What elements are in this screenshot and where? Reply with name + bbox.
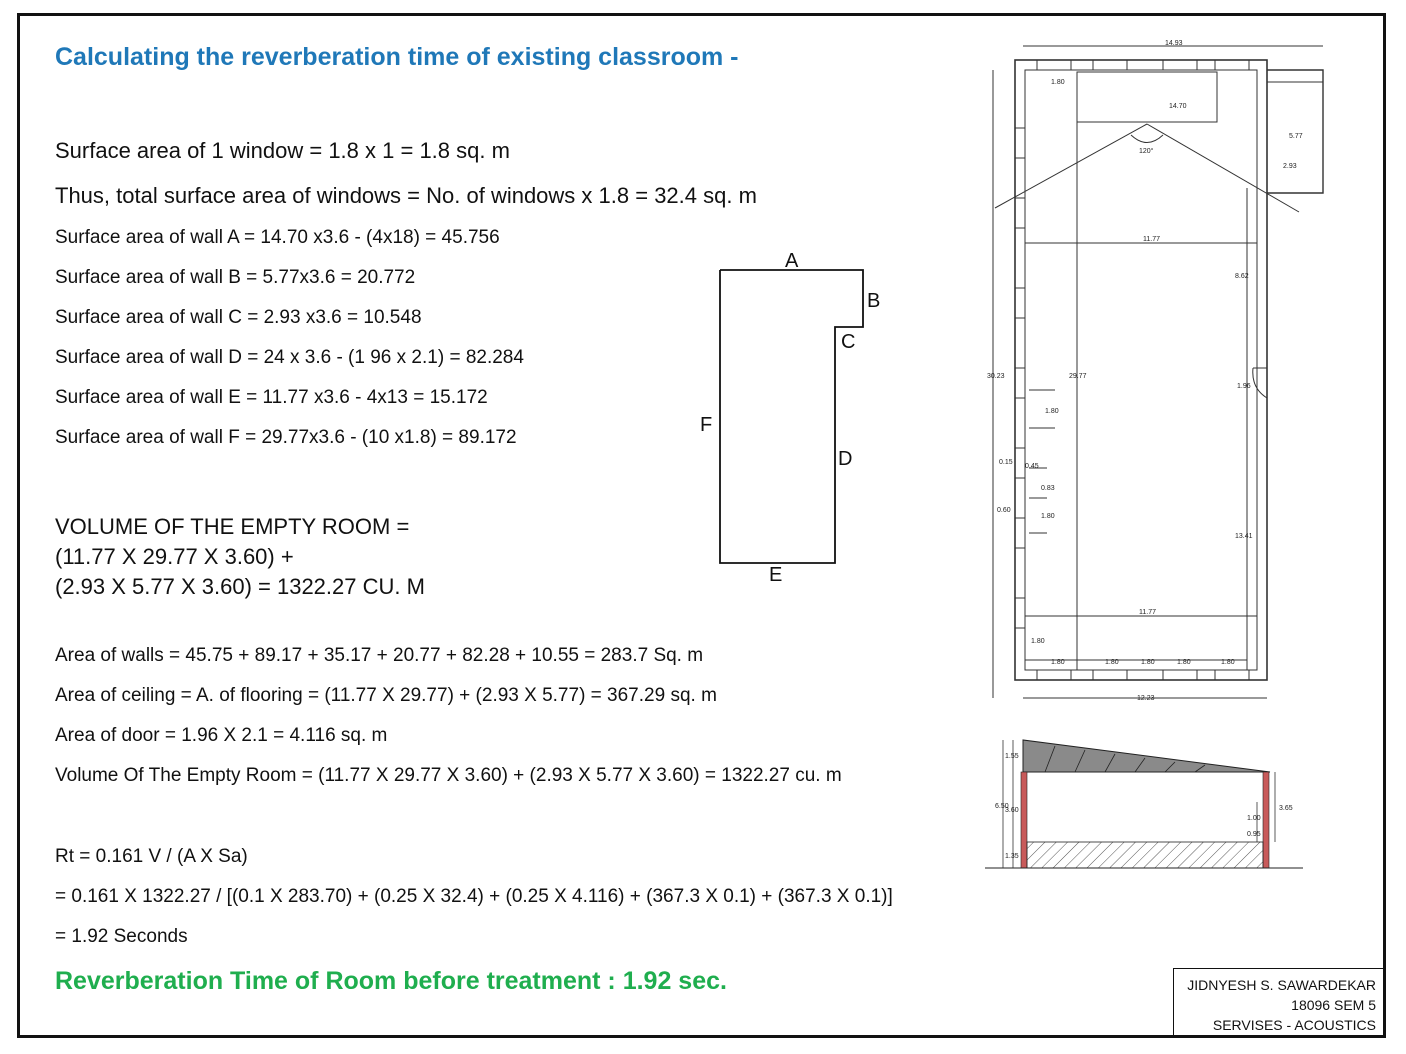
wall-outline xyxy=(720,270,863,563)
credit-subject: SERVISES - ACOUSTICS xyxy=(1212,1017,1376,1033)
wall-c-line: Surface area of wall C = 2.93 x3.6 = 10.548 xyxy=(55,307,422,328)
wall-b-line: Surface area of wall B = 5.77x3.6 = 20.772 xyxy=(55,267,416,288)
dim-d4: 0.60 xyxy=(997,507,1011,514)
section-sill-2: 0.95 xyxy=(1247,831,1261,838)
dim-d5: 1.80 xyxy=(1041,513,1055,520)
section-right-height: 3.65 xyxy=(1279,805,1293,812)
dim-d2: 0.45 xyxy=(1025,463,1039,470)
volume-block xyxy=(55,512,425,602)
dim-right-side: 2.93 xyxy=(1283,163,1297,170)
section-sill-1: 1.00 xyxy=(1247,815,1261,822)
dim-inner-top: 14.70 xyxy=(1169,103,1187,110)
credit-box xyxy=(1173,968,1383,1038)
result-heading: Reverberation Time of Room before treatment : 1.92 sec. xyxy=(55,967,727,995)
section-roof-height: 1.55 xyxy=(1005,753,1019,760)
dim-inner-length: 29.77 xyxy=(1069,373,1087,380)
dim-right-upper: 5.77 xyxy=(1289,133,1303,140)
answer-line: = 1.92 Seconds xyxy=(55,926,188,947)
wall-e-line: Surface area of wall E = 11.77 x3.6 - 4x13 = 15.172 xyxy=(55,387,488,408)
wall-a-line: Surface area of wall A = 14.70 x3.6 - (4x18) = 45.756 xyxy=(55,227,500,248)
dim-bw5: 1.80 xyxy=(1221,659,1235,666)
section-drawing xyxy=(985,732,1305,872)
door-area-line: Area of door = 1.96 X 2.1 = 4.116 sq. m xyxy=(55,725,388,746)
volume-term-1: (11.77 X 29.77 X 3.60) + xyxy=(55,544,294,569)
wall-d-line: Surface area of wall D = 24 x 3.6 - (1 96 x 2.1) = 82.284 xyxy=(55,347,524,368)
dim-mid-width: 11.77 xyxy=(1143,236,1160,243)
dim-right-low: 13.41 xyxy=(1235,533,1253,540)
wall-label-d: D xyxy=(838,448,853,470)
dim-overall-length: 30.23 xyxy=(987,373,1005,380)
walls-area-line: Area of walls = 45.75 + 89.17 + 35.17 + 20.77 + 82.28 + 10.55 = 283.7 Sq. m xyxy=(55,645,704,666)
volume-heading: VOLUME OF THE EMPTY ROOM = xyxy=(55,514,410,539)
formula-line: Rt = 0.161 V / (A X Sa) xyxy=(55,846,248,867)
window-area-line: Surface area of 1 window = 1.8 x 1 = 1.8 sq. m xyxy=(55,138,510,163)
ceiling-area-line: Area of ceiling = A. of flooring = (11.77 X 29.77) + (2.93 X 5.77) = 367.29 sq. m xyxy=(55,685,717,706)
wall-label-e: E xyxy=(769,564,783,586)
dim-top: 14.93 xyxy=(1165,40,1183,47)
dim-door: 1.96 xyxy=(1237,383,1251,390)
credit-name: JIDNYESH S. SAWARDEKAR xyxy=(1187,977,1376,993)
volume-line: Volume Of The Empty Room = (11.77 X 29.77 X 3.60) + (2.93 X 5.77 X 3.60) = 1322.27 cu. m xyxy=(55,765,842,786)
roof-truss xyxy=(1023,740,1270,772)
wall-f-line: Surface area of wall F = 29.77x3.6 - (10 x1.8) = 89.172 xyxy=(55,427,517,448)
dim-bottom-width: 11.77 xyxy=(1139,609,1156,616)
section-wall-height: 3.60 xyxy=(1005,807,1019,814)
dim-bw4: 1.80 xyxy=(1177,659,1191,666)
floor-plan-drawing xyxy=(985,38,1325,703)
wall-label-f: F xyxy=(700,414,713,436)
substitution-line: = 0.161 X 1322.27 / [(0.1 X 283.70) + (0.25 X 32.4) + (0.25 X 4.116) + (367.3 X 0.1) + (367.3 X 0.1)] xyxy=(55,886,893,907)
dim-bw3: 1.80 xyxy=(1141,659,1155,666)
dim-small-tl: 1.80 xyxy=(1051,79,1065,86)
page-title: Calculating the reverberation time of existing classroom - xyxy=(55,43,739,71)
section-total-height: 6.50 xyxy=(995,803,1009,810)
window-total-line: Thus, total surface area of windows = No. of windows x 1.8 = 32.4 sq. m xyxy=(55,183,757,208)
dim-bw2: 1.80 xyxy=(1105,659,1119,666)
volume-term-2: (2.93 X 5.77 X 3.60) = 1322.27 CU. M xyxy=(55,574,425,599)
dim-bw1: 1.80 xyxy=(1051,659,1065,666)
wall-label-b: B xyxy=(867,290,881,312)
dim-angle: 120° xyxy=(1139,148,1154,155)
dim-left-window: 1.80 xyxy=(1045,408,1059,415)
section-base-height: 1.35 xyxy=(1005,853,1019,860)
wall-outline-diagram xyxy=(690,245,900,590)
dim-d1: 0.15 xyxy=(999,459,1013,466)
dim-bottom-window: 1.80 xyxy=(1031,638,1045,645)
credit-id: 18096 SEM 5 xyxy=(1291,997,1376,1013)
dim-d3: 0.83 xyxy=(1041,485,1055,492)
wall-label-a: A xyxy=(785,250,799,272)
dim-bottom-overall: 12.23 xyxy=(1137,695,1155,702)
dim-right-mid: 8.62 xyxy=(1235,273,1249,280)
wall-label-c: C xyxy=(841,331,856,353)
